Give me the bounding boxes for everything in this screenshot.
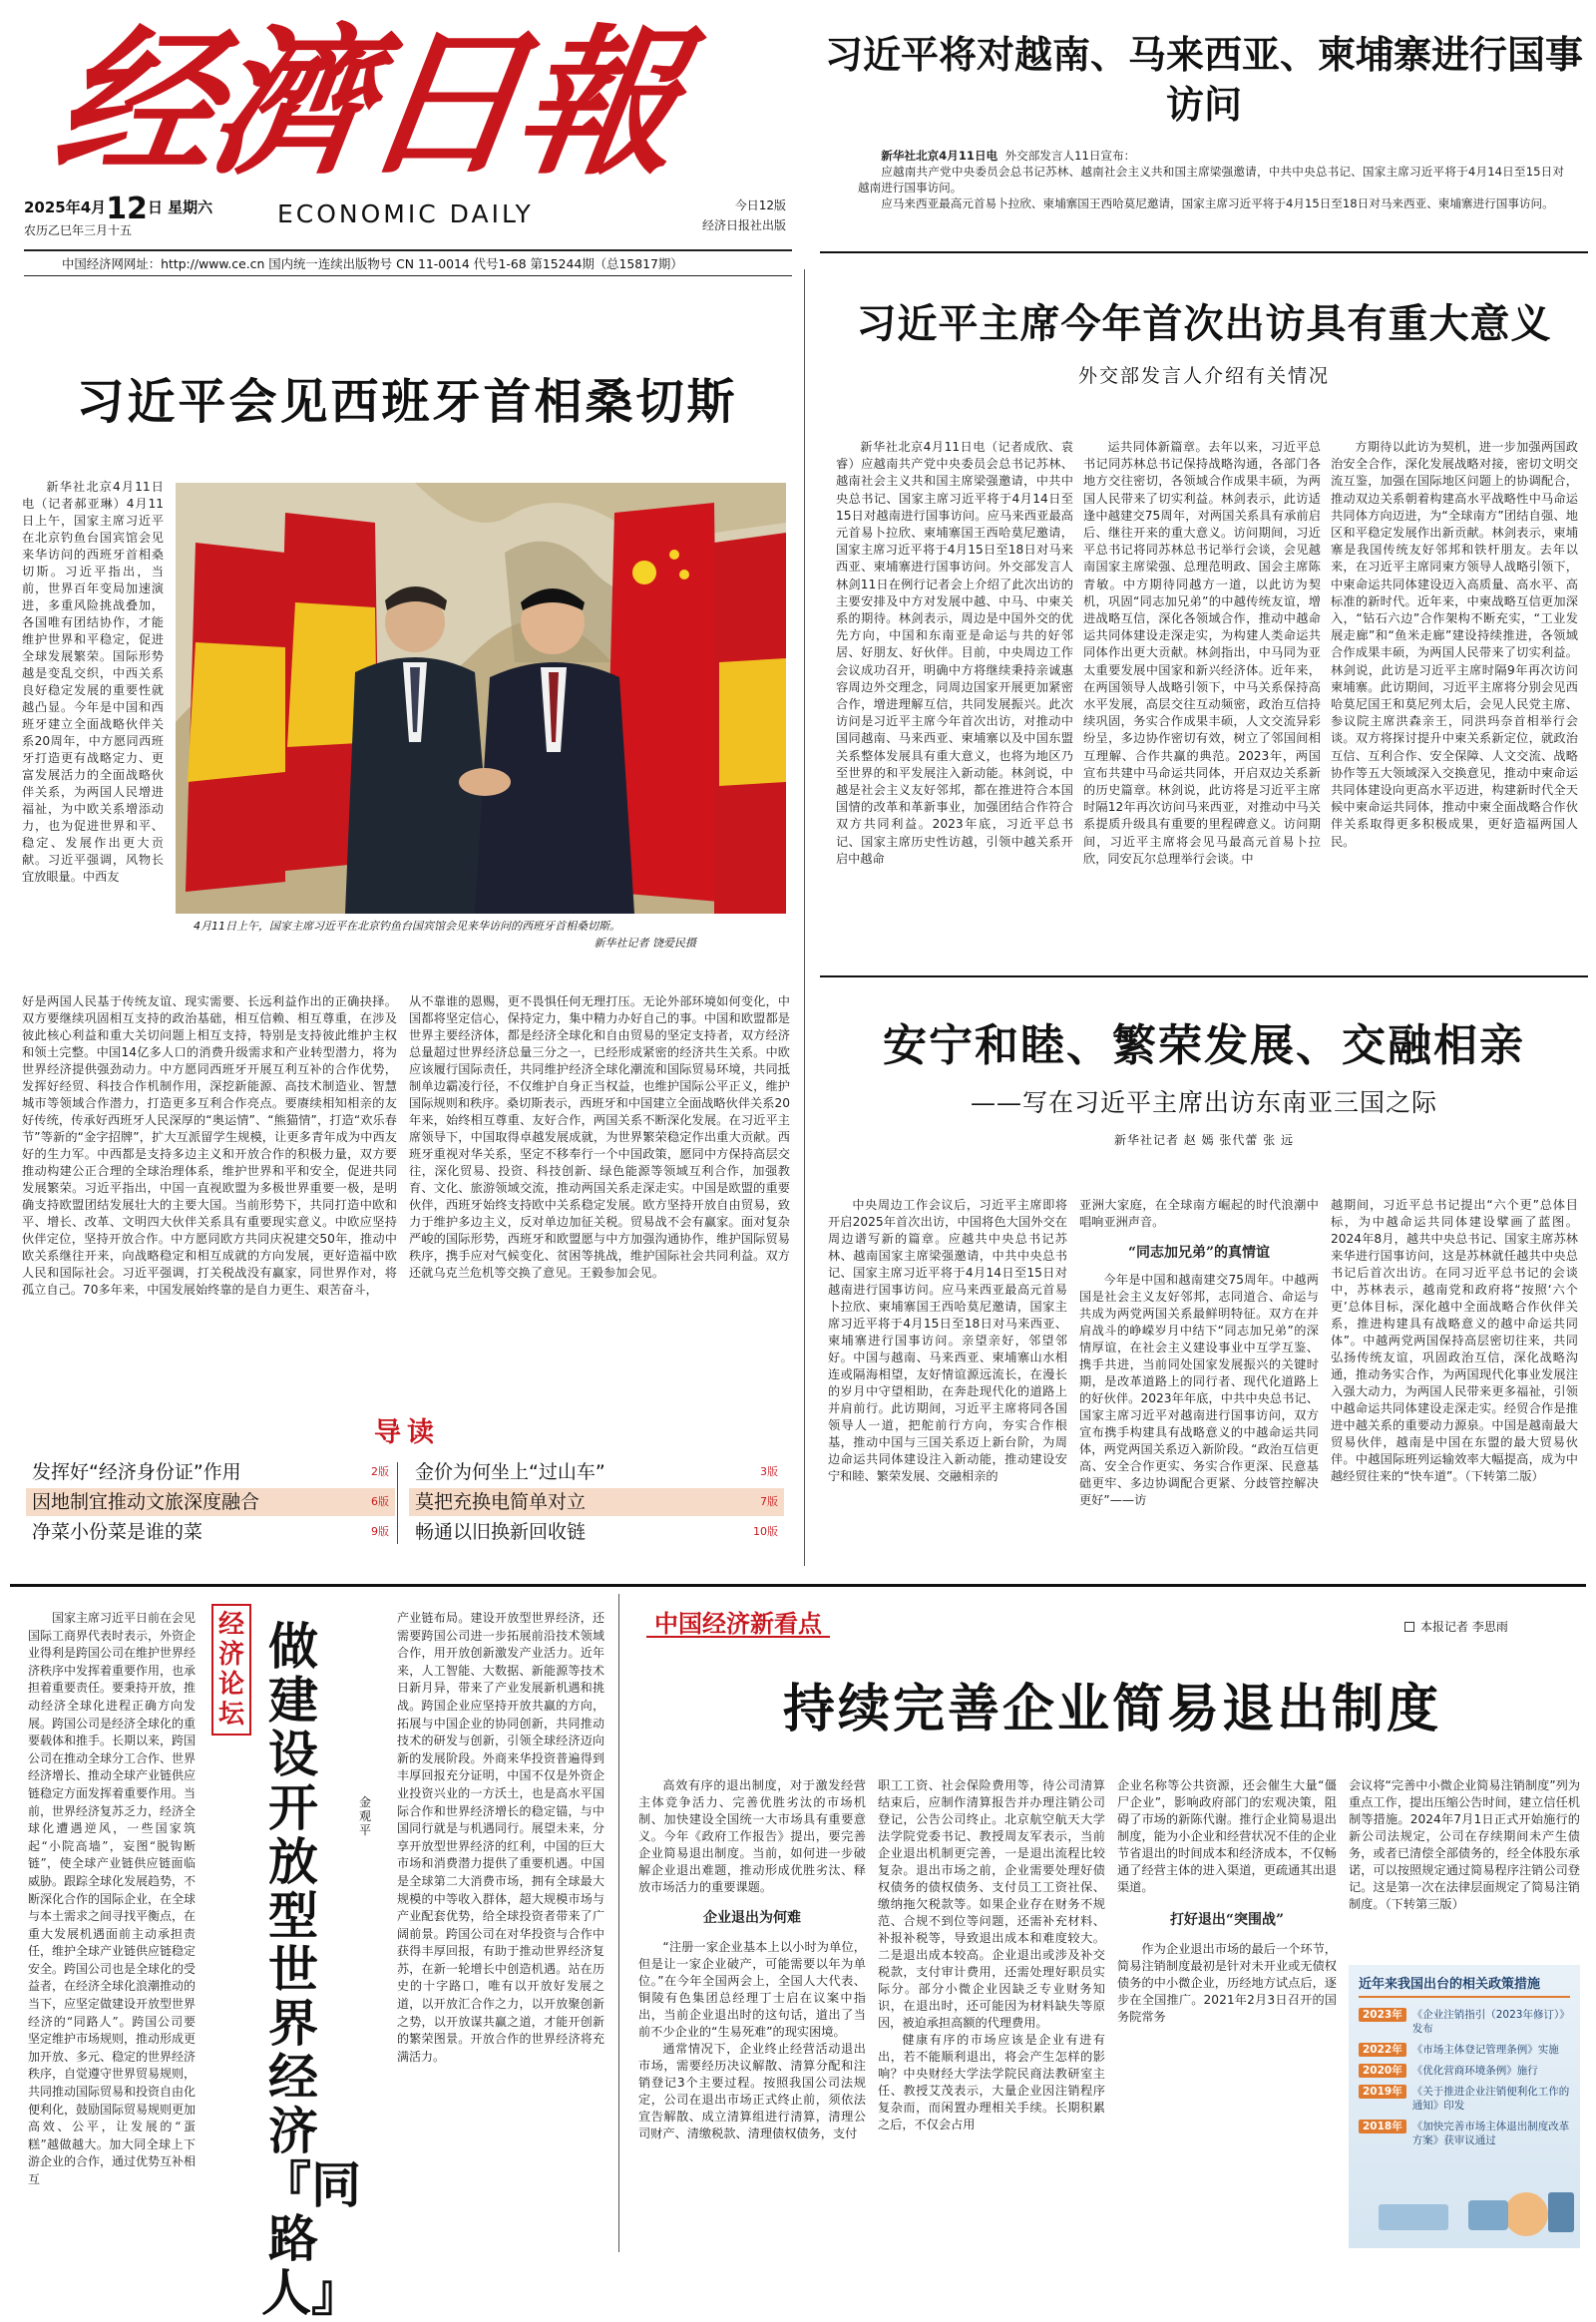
forum-col2 bbox=[397, 1610, 604, 2248]
paragraph: “注册一家企业基本上以小时为单位，但是让一家企业破产，可能需要以年为单位。”在今年全国两会上，全国人大代表、铜陵有色集团总经理丁士启在议案中指出，当前企业退出时的这句话，道出了当前不少企业的“生易死难”的现实困境。 bbox=[638, 1940, 866, 2039]
date-weekday: 日 星期六 bbox=[147, 198, 213, 216]
timeline-item bbox=[1359, 2120, 1570, 2147]
digest-item-title: 畅通以旧换新回收链 bbox=[415, 1521, 587, 1543]
paragraph: 今年是中国和越南建交75周年。中越两国是社会主义友好邻邦，志同道合、命运与共成为两党两国关系最鲜明特征。双方在并肩战斗的峥嵘岁月中结下“同志加兄弟”的深情厚谊，在社会主义建设事业中互学互鉴、携手共进，当前同处国家发展振兴的关键时期，是改革道路上的同行者、现代化道路上的好伙伴。2023年年底，中共中央总书记、国家主席习近平对越南进行国事访问，双方宣布携手构建具有战略意义的中越命运共同体，两党两国关系迈入新阶段。“政治互信更高、安全合作更实、务实合作更深、民意基础更牢、多边协调配合更紧、分歧管控解决更好”——访 bbox=[1079, 1273, 1319, 1507]
edition-publisher: 经济日报社出版 bbox=[701, 218, 786, 232]
story-harmony bbox=[820, 1017, 1588, 1148]
paragraph: 通常情况下，企业终止经营活动退出市场，需要经历决议解散、清算分配和注销登记3个主要过程。按照我国公司法规定，公司在退出市场正式终止前，须依法宣告解散、成立清算组进行清算，清理公司财产、清缴税款、清理债权债务，支付 bbox=[638, 2042, 866, 2140]
edition-pages: 今日12版 bbox=[734, 198, 786, 212]
exit-col3 bbox=[1117, 1777, 1337, 2250]
paragraph: 新华社北京4月11日电（记者郝亚琳）4月11日上午，国家主席习近平在北京钓鱼台国宾馆会见来华访问的西班牙首相桑切斯。习近平指出，当前，世界百年变局加速演进，多重风险挑战叠加，各国唯有团结协作，才能维护世界和平稳定，促进全球发展繁荣。国际形势越是变乱交织，中西关系良好稳定发展的重要性就越凸显。今年是中国和西班牙建立全面战略伙伴关系20周年，中方愿同西班牙打造更有战略定力、更富发展活力的全面战略伙伴关系，为两国人民增进福祉，为中欧关系增添动力，也为促进世界和平、稳定、发展作出更大贡献。习近平强调，风物长宜放眼量。中西友 bbox=[22, 480, 164, 884]
digest-col-left bbox=[26, 1458, 395, 1546]
digest-item-title: 净菜小份菜是谁的菜 bbox=[32, 1521, 203, 1543]
story-significance-subtitle: 外交部发言人介绍有关情况 bbox=[1077, 365, 1330, 387]
exit-byline-text: 本报记者 李思雨 bbox=[1420, 1620, 1508, 1634]
story-visit-body bbox=[820, 148, 1588, 211]
paragraph: 方期待以此访为契机，进一步加强两国政治安全合作，深化发展战略对接，密切文明交流互鉴，加强在国际地区问题上的协调配合，推动双边关系朝着构建高水平战略性中马命运共同体方向迈进，为“全球南方”团结自强、地区和平稳定发展作出新贡献。林剑表示，柬埔寨是我国传统友好邻邦和铁杆朋友。去年以来，在习近平主席同柬方领导人战略引领下，中柬命运共同体建设迈入高质量、高水平、高标准的新时代。近年来，中柬战略互信更加深入，“钻石六边”合作架构不断充实，“工业发展走廊”和“鱼米走廊”建设持续推进，各领域合作成果丰硕，为两国人民带来了切实利益。林剑说，此访是习近平主席时隔9年再次访问柬埔寨。此访期间，习近平主席将分别会见西哈莫尼国王和莫尼列太后，会见人民党主席、参议院主席洪森亲王，同洪玛奈首相举行会谈。双方将探讨提升中柬关系新定位，就政治互信、互利合作、安全保障、人文交流、战略协作等五大领域深入交换意见，推动中柬命运共同体建设向更高水平迈进，构建新时代全天候中柬命运共同体，推动中柬全面战略合作伙伴关系取得更多积极成果，更好造福两国人民。 bbox=[1331, 440, 1578, 849]
exit-byline bbox=[1404, 1618, 1508, 1635]
digest-item[interactable] bbox=[26, 1458, 395, 1486]
story-significance bbox=[820, 299, 1588, 388]
exit-col1 bbox=[638, 1777, 866, 2250]
timeline-text: 《关于推进企业注销便利化工作的通知》印发 bbox=[1411, 2086, 1570, 2112]
masthead-info-line: 中国经济网网址：http://www.ce.cn 国内统一连续出版物号 CN 11-0014 代号1-68 第15244期（总15817期） bbox=[24, 249, 792, 276]
story-harmony-col1 bbox=[828, 1197, 1067, 1541]
timeline-item bbox=[1359, 2043, 1570, 2057]
story-visit-title: 习近平将对越南、马来西亚、柬埔寨进行国事访问 bbox=[824, 32, 1583, 127]
story-harmony-title: 安宁和睦、繁荣发展、交融相亲 bbox=[883, 1020, 1525, 1071]
exit-subhead: 打好退出“突围战” bbox=[1169, 1912, 1285, 1928]
digest-item[interactable] bbox=[26, 1518, 395, 1546]
timeline-year: 2019年 bbox=[1359, 2085, 1406, 2099]
paragraph: 亚洲大家庭，在全球南方崛起的时代浪潮中唱响亚洲声音。 bbox=[1079, 1198, 1319, 1229]
timeline-text: 《优化营商环境条例》施行 bbox=[1411, 2065, 1538, 2077]
timeline-year: 2023年 bbox=[1359, 2008, 1406, 2022]
digest-item[interactable] bbox=[409, 1458, 784, 1486]
forum-section-label: 经济论坛 bbox=[211, 1604, 251, 1736]
timeline-item bbox=[1359, 2085, 1570, 2113]
news-photo bbox=[176, 483, 786, 914]
divider bbox=[820, 251, 1588, 253]
digest-item-page: 9版 bbox=[371, 1525, 389, 1538]
digest-item-page: 2版 bbox=[371, 1465, 389, 1478]
exit-col4 bbox=[1349, 1777, 1580, 1957]
exit-subhead: 企业退出为何难 bbox=[703, 1910, 801, 1926]
timeline-text: 《加快完善市场主体退出制度改革方案》获审议通过 bbox=[1411, 2121, 1570, 2146]
exit-section-label: 中国经济新看点 bbox=[646, 1610, 830, 1638]
timeline-year: 2022年 bbox=[1359, 2043, 1406, 2057]
paragraph: 作为企业退出市场的最后一个环节，简易注销制度最初是针对未开业或无债权债务的中小微企业，历经地方试点后，逐步在全国推广。2021年2月3日召开的国务院常务 bbox=[1117, 1942, 1337, 2024]
paragraph: 职工工资、社会保险费用等，待公司清算结束后，应制作清算报告并办理注销公司登记，公告公司终止。北京航空航天大学法学院党委书记、教授周友军表示，当前企业退出机制更完善，一是退出流程比较复杂。退出市场之前，企业需要处理好债权债务的债权债务、支付员工工资社保、缴纳拖欠税款等。如果企业存在财务不规范、合规不到位等问题，还需补充材料、补报补税等，导致退出成本和难度较大。二是退出成本较高。企业退出或涉及补交税款，支付审计费用，还需处理好职员实际分。部分小微企业因缺乏专业财务知识，在退出时，还可能因为材料缺失等原因，被迫承担高额的代理费用。 bbox=[878, 1778, 1105, 2030]
masthead bbox=[18, 9, 796, 271]
exit-title: 持续完善企业简易退出制度 bbox=[782, 1679, 1441, 1740]
exit-col2 bbox=[878, 1777, 1105, 2250]
dateline: 新华社北京4月11日电 bbox=[881, 149, 998, 163]
paragraph: 从不靠谁的恩赐，更不畏惧任何无理打压。无论外部环境如何变化，中国都将坚定信心，保持定力，集中精力办好自己的事。中国和欧盟都是世界主要经济体，都是经济全球化和自由贸易的坚定支持者，双方经济总量超过世界经济总量三分之一，已经形成紧密的经济共生关系。中欧应该履行国际责任，共同维护经济全球化潮流和国际贸易环境，共同抵制单边霸凌行径，不仅维护自身正当权益，也维护国际公平正义，维护国际规则和秩序。桑切斯表示，西班牙和中国建立全面战略伙伴关系20年来，始终相互尊重、友好合作，两国关系不断深化发展。在习近平主席领导下，中国取得卓越发展成就，为世界繁荣稳定作出重大贡献。西班牙重视对华关系，坚定不移奉行一个中国政策，愿同中方保持高层交往，深化贸易、投资、科技创新、绿色能源等领域互利合作，加强教育、文化、旅游领域交流，推动两国关系走深走实。中国是欧盟的重要伙伴，西班牙始终支持欧中关系稳定发展。欧方坚持开放自由贸易，致力于维护多边主义，反对单边加征关税。贸易战不会有赢家。面对复杂严峻的国际形势，西班牙和欧盟愿与中方加强沟通协作，维护国际贸易秩序，携手应对气候变化、贫困等挑战，维护国际社会共同利益。双方还就乌克兰危机等交换了意见。王毅参加会见。 bbox=[409, 994, 790, 1280]
lunar-date: 农历乙巳年三月十五 bbox=[24, 223, 133, 237]
column-divider bbox=[804, 269, 805, 1566]
story-harmony-col2 bbox=[1079, 1197, 1319, 1541]
paragraph: 越期间，习近平总书记提出“六个更”总体目标，为中越命运共同体建设擘画了蓝图。2024年8月，越共中央总书记、国家主席苏林来华进行国事访问，这是苏林就任越共中央总书记后首次出访。在同习近平总书记的会谈中，苏林表示，越南党和政府将“按照‘六个更’总体目标，深化越中全面战略合作伙伴关系，推进构建具有战略意义的越中命运共同体”。中越两党两国保持高层密切往来，共同弘扬传统友谊，巩固政治互信，深化战略沟通，推动务实合作，为两国现代化事业发展注入强大动力，为两国人民带来更多福祉，引领中越命运共同体建设走深走实。经贸合作是推进中越关系的重要动力源泉。中国是越南最大贸易伙伴，越南是中国在东盟的最大贸易伙伴。中越国际班列运输效率大幅提高，成为中越经贸往来的“快车道”。（下转第二版） bbox=[1331, 1198, 1578, 1483]
section-divider bbox=[10, 1584, 1586, 1587]
digest-box bbox=[18, 1414, 796, 1546]
timeline-year: 2020年 bbox=[1359, 2064, 1406, 2078]
timeline-item bbox=[1359, 2064, 1570, 2078]
digest-item-page: 7版 bbox=[760, 1495, 778, 1508]
story-significance-col2 bbox=[1083, 439, 1321, 969]
digest-item-page: 10版 bbox=[753, 1525, 778, 1538]
story-visit bbox=[820, 30, 1588, 211]
byline-box-icon bbox=[1404, 1622, 1414, 1632]
paragraph: 产业链布局。建设开放型世界经济，还需要跨国公司进一步拓展前沿技术领域合作，用开放创新激发产业活力。近年来，人工智能、大数据、新能源等技术日新月异，带来了产业发展新机遇和挑战。跨国企业应坚持开放共赢的方向，拓展与中国企业的协同创新，共同推动技术的研发与创新，引领全球经济迈向新的发展阶段。外商来华投资普遍得到丰厚回报充分证明，中国不仅是外资企业投资兴业的一方沃土，也是高水平国际合作和世界经济增长的稳定锚，与中国同行就是与机遇同行。展望未来，分享开放型世界经济的红利，中国的巨大市场和消费潜力提供了重要机遇。中国是全球第二大消费市场，拥有全球最大规模的中等收入群体，超大规模市场与产业配套优势，给全球投资者带来了广阔前景。跨国公司在对华投资与合作中获得丰厚回报，有助于推动世界经济复苏，在新一轮增长中创造机遇。站在历史的十字路口，唯有以开放好发展之道，以开放汇合作之力，以开放聚创新之势，以开放谋共赢之道，才能开创新的繁荣图景。开放合作的世界经济将充满活力。 bbox=[397, 1611, 604, 2064]
timeline-text: 《市场主体登记管理条例》实施 bbox=[1411, 2044, 1559, 2056]
story-harmony-subtitle: ——写在习近平主席出访东南亚三国之际 bbox=[970, 1088, 1437, 1117]
digest-item-page: 3版 bbox=[760, 1465, 778, 1478]
digest-item-title: 莫把充换电简单对立 bbox=[415, 1491, 587, 1513]
forum-title: 做建设开放型世界经济『同路人』 bbox=[261, 1617, 361, 2322]
column-divider bbox=[618, 1594, 619, 2252]
story-significance-col3 bbox=[1331, 439, 1578, 969]
photo-credit: 新华社记者 饶爱民摄 bbox=[594, 937, 696, 950]
story-visit-para: 应越南共产党中央委员会总书记苏林、越南社会主义共和国主席梁强邀请，中共中央总书记、国家主席习近平将于4月14日至15日对越南进行国事访问。 bbox=[858, 165, 1564, 194]
policy-infographic bbox=[1349, 1965, 1580, 2248]
paragraph: 好是两国人民基于传统友谊、现实需要、长远利益作出的正确抉择。双方要继续巩固相互支持的政治基础，相互信赖、相互尊重，在涉及彼此核心利益和重大关切问题上相互支持，特别是支持彼此维护主权和领土完整。中国14亿多人口的消费升级需求和产业转型潜力，将为世界经济提供强劲动力。中方愿同西班牙开展互利互补的合作优势，发挥好经贸、科技合作机制作用，深挖新能源、高技术制造业、智慧城市等领域合作潜力，打造更多互利合作亮点。要赓续相知相亲的友好传统，传承好西班牙人民深厚的“奥运情”、“熊猫情”，打造“欢乐春节”等新的“金字招牌”，扩大互派留学生规模，让更多青年成为中西友好的生力军。中西都是支持多边主义和开放合作的积极力量，双方要推动构建公正合理的全球治理体系，维护世界和平和安全，促进共同发展繁荣。习近平指出，中国一直视欧盟为多极世界重要一极，是明确支持欧盟团结发展壮大的主要大国。当前形势下，共同打造中欧和平、增长、改革、文明四大伙伴关系具有重要现实意义。中欧应坚持伙伴定位，坚持开放合作。中方愿同欧方共同庆祝建交50年，推动中欧关系继往开来，向战略稳定和相互成就的方向发展，更好造福中欧人民和国际社会。习近平强调，打关税战没有赢家，同世界作对，将孤立自己。70多年来，中国发展始终靠的是自力更生、艰苦奋斗， bbox=[22, 994, 397, 1297]
story-spain-lead-col bbox=[22, 479, 164, 1007]
photo-illustration bbox=[176, 483, 786, 914]
edition-info bbox=[702, 195, 786, 235]
story-spain-col-b bbox=[409, 993, 790, 1400]
digest-item-title: 金价为何坐上“过山车” bbox=[415, 1461, 605, 1483]
date-day: 12 bbox=[106, 192, 148, 226]
forum-author: 金观平 bbox=[359, 1795, 372, 1837]
story-visit-lead: 外交部发言人11日宣布： bbox=[1004, 149, 1136, 163]
story-visit-para: 应马来西亚最高元首易卜拉欣、柬埔寨国王西哈莫尼邀请，国家主席习近平将于4月15日至18日对马来西亚、柬埔寨进行国事访问。 bbox=[881, 196, 1554, 210]
paragraph: 运共同体新篇章。去年以来，习近平总书记同苏林总书记保持战略沟通，各部门各地方交往密切，各领域合作成果丰硕，为两国人民带来了切实利益。林剑表示，此访适逢中越建交75周年，对两国关系具有承前启后、继往开来的重大意义。访问期间，习近平总书记将同苏林总书记举行会谈，会见越南国家主席梁强、总理范明政、国会主席陈青敏。中方期待同越方一道，以此访为契机，巩固“同志加兄弟”的中越传统友谊，增进战略互信，深化各领域合作，推动中越命运共同体建设走深走实，为构建人类命运共同体作出更大贡献。林剑指出，中马同为亚太重要发展中国家和新兴经济体。近年来，在两国领导人战略引领下，中马关系保持高水平发展，高层交往互动频密，政治互信持续巩固，务实合作成果丰硕，人文交流异彩纷呈，多边协作密切有效，树立了邻国间相互理解、合作共赢的典范。2023年，两国宣布共建中马命运共同体，开启双边关系新的历史篇章。林剑说，此访将是习近平主席时隔12年再次访问马来西亚，对推动中马关系提质升级具有重要的里程碑意义。访问期间，习近平主席将会见马最高元首易卜拉欣，同安瓦尔总理举行会谈。中 bbox=[1083, 440, 1321, 866]
digest-item-title: 因地制宜推动文旅深度融合 bbox=[32, 1491, 260, 1513]
date-prefix: 2025年4月 bbox=[24, 198, 107, 216]
paragraph: 企业名称等公共资源，还会催生大量“僵尸企业”，影响政府部门的宏观决策，阻碍了市场的新陈代谢。推行企业简易退出制度，能为小企业和经营状况不佳的企业节省退出的时间成本和经济成本，不仅畅通了经营主体的进入渠道，更疏通其出退渠道。 bbox=[1117, 1778, 1337, 1894]
english-title: ECONOMIC DAILY bbox=[277, 199, 534, 228]
forum-col1 bbox=[28, 1610, 196, 2248]
photo-caption-block bbox=[176, 918, 786, 952]
story-harmony-byline: 新华社记者 赵 嫣 张代蕾 张 远 bbox=[1113, 1133, 1295, 1147]
paragraph: 国家主席习近平日前在会见国际工商界代表时表示，外资企业得利是跨国公司在维护世界经济秩序中发挥着重要作用，也承担着重要责任。要秉持开放，推动经济全球化进程正确方向发展。跨国公司是经济全球化的重要载体和推手。长期以来，跨国公司在推动全球分工合作、世界经济增长、推动全球产业链供应链稳定方面发挥着重要作用。当前，世界经济复苏乏力，经济全球化遭遇逆风，一些国家筑起“小院高墙”，妄图“脱钩断链”，使全球产业链供应链面临威胁。跟踪全球化发展趋势，不断深化合作的国际企业，在全球与本土需求之间寻找平衡点，在重大发展机遇面前主动承担责任，维护全球产业链供应链稳定安全。跨国公司也是全球化的受益者，在经济全球化浪潮推动的当下，应坚定做建设开放型世界经济的“同路人”。跨国公司要坚定维护市场规则，推动形成更加开放、多元、稳定的世界经济秩序，自觉遵守世界贸易规则，共同推动国际贸易和投资自由化便利化，鼓励国际贸易规则更加高效、公平，让发展的“蛋糕”越做越大。加大同全球上下游企业的合作，通过优势互补相互 bbox=[28, 1611, 197, 2186]
digest-item-page: 6版 bbox=[371, 1495, 389, 1508]
digest-item[interactable] bbox=[26, 1488, 395, 1516]
digest-col-right bbox=[409, 1458, 784, 1546]
newspaper-logo: 经濟日報 bbox=[44, 9, 686, 196]
paragraph: 中央周边工作会议后，习近平主席即将开启2025年首次出访，中国将色大国外交在周边谱写新的篇章。应越共中央总书记苏林、越南国家主席梁强邀请，中共中央总书记、国家主席习近平将于4月14日至15日对越南进行国事访问。应马来西亚最高元首易卜拉欣、柬埔寨国王西哈莫尼邀请，国家主席习近平将于4月15日至18日对马来西亚、柬埔寨进行国事访问。亲望亲好，邻望邻好。中国与越南、马来西亚、柬埔寨山水相连或隔海相望，友好情谊源远流长，在漫长的岁月中守望相助，在奔赴现代化的道路上并肩前行。此访期间，习近平主席将同各国领导人一道，把舵前行方向，夯实合作根基，推动中国与三国关系迈上新台阶，为周边命运共同体建设注入新动能，推动建设安宁和睦、繁荣发展、交融相亲的 bbox=[828, 1198, 1067, 1483]
paragraph: 健康有序的市场应该是企业有进有出，若不能顺利退出，将会产生怎样的影响？中央财经大学法学院民商法教研室主任、教授艾茂表示，大量企业因注销程序复杂而，而闲置办理相关手续。长期积累之后，不仅会占用 bbox=[878, 2033, 1105, 2131]
story-spain-title: 习近平会见西班牙首相桑切斯 bbox=[76, 374, 738, 430]
digest-item[interactable] bbox=[409, 1518, 784, 1546]
story-harmony-subhead: “同志加兄弟”的真情谊 bbox=[1127, 1245, 1271, 1261]
infographic-title: 近年来我国出台的相关政策措施 bbox=[1359, 1973, 1570, 1998]
story-significance-title: 习近平主席今年首次出访具有重大意义 bbox=[856, 300, 1552, 347]
divider bbox=[820, 975, 1588, 977]
digest-item[interactable] bbox=[409, 1488, 784, 1516]
story-harmony-col3 bbox=[1331, 1197, 1578, 1541]
paragraph: 新华社北京4月11日电（记者成欣、袁睿）应越南共产党中央委员会总书记苏林、越南社会主义共和国主席梁强邀请，中共中央总书记、国家主席习近平将于4月14日至15日对越南进行国事访问。应马来西亚最高元首易卜拉欣、柬埔寨国王西哈莫尼邀请，国家主席习近平将于4月15日至18日对马来西亚、柬埔寨进行国事访问。外交部发言人林剑11日在例行记者会上介绍了此次出访的主要安排及中方对发展中越、中马、中柬关系的期待。林剑表示，周边是中国外交的优先方向，中国和东南亚是命运与共的好邻居、好朋友、好伙伴。目前，中央周边工作会议成功召开，明确中方将继续秉持亲诚惠容周边外交理念，同周边国家开展更加紧密合作，增进理解互信，共同发展振兴。此次访问是习近平主席今年首次出访，对推动中国同越南、马来西亚、柬埔寨以及中国东盟关系整体发展具有重大意义，也将为地区乃至世界的和平发展注入新动能。林剑说，中越是社会主义友好邻邦，都在推进符合本国国情的改革和革新事业，加强团结合作符合双方共同利益。2023年底，习近平总书记、国家主席历史性访越，引领中越关系开启中越命 bbox=[836, 440, 1073, 866]
digest-divider bbox=[397, 1462, 398, 1544]
paragraph: 会议将“完善中小微企业简易注销制度”列为重点工作，提出压缩公告时间，建立信任机制等措施。2024年7月1日正式开始施行的新公司法规定，公司在存续期间未产生债务，或者已清偿全部债务的，经全体股东承诺，可以按照规定通过简易程序注销公司登记。这是第一次在法律层面规定了简易注销制度。（下转第三版） bbox=[1349, 1778, 1581, 1911]
story-spain-col-a bbox=[22, 993, 397, 1400]
timeline-year: 2018年 bbox=[1359, 2120, 1406, 2133]
digest-item-title: 发挥好“经济身份证”作用 bbox=[32, 1461, 241, 1483]
digest-title: 导读 bbox=[374, 1417, 440, 1448]
photo-caption: 4月11日上午，国家主席习近平在北京钓鱼台国宾馆会见来华访问的西班牙首相桑切斯。 bbox=[194, 920, 620, 933]
paragraph: 高效有序的退出制度，对于激发经营主体竞争活力、完善优胜劣汰的市场机制、加快建设全国统一大市场具有重要意义。今年《政府工作报告》提出，要完善企业简易退出制度。当前，如何进一步破解企业退出难题，推动形成优胜劣汰、释放市场活力的重要课题。 bbox=[638, 1778, 866, 1894]
timeline-item bbox=[1359, 2008, 1570, 2036]
story-significance-col1 bbox=[836, 439, 1073, 969]
timeline-text: 《企业注销指引（2023年修订）》发布 bbox=[1411, 2009, 1570, 2035]
